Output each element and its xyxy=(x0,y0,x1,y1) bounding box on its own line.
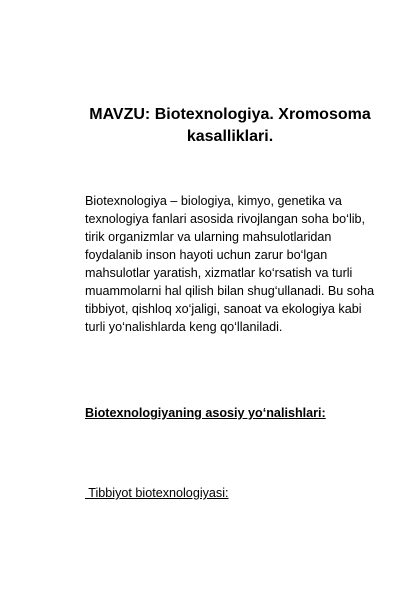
document-title: MAVZU: Biotexnologiya. Xromosoma kasalliklari. xyxy=(89,106,371,145)
section-heading: Biotexnologiyaning asosiy yo‘nalishlari: xyxy=(85,406,326,420)
subsection-heading: Tibbiyot biotexnologiyasi: xyxy=(85,486,229,500)
intro-paragraph: Biotexnologiya – biologiya, kimyo, genetika va texnologiya fanlari asosida rivojlangan soha bo‘lib, tirik organizmlar va ularning mahsulotlaridan foydalanib inson hayoti uchun zarur bo‘lgan mahsulotlar yaratish, xizmatlar ko‘rsatish va turli muammolarni hal qilish bilan shug‘ullanadi. Bu soha tibbiyot, qishloq xo‘jaligi, sanoat va ekologiya kabi turli yo‘nalishlarda keng qo‘llaniladi. xyxy=(85,194,375,334)
